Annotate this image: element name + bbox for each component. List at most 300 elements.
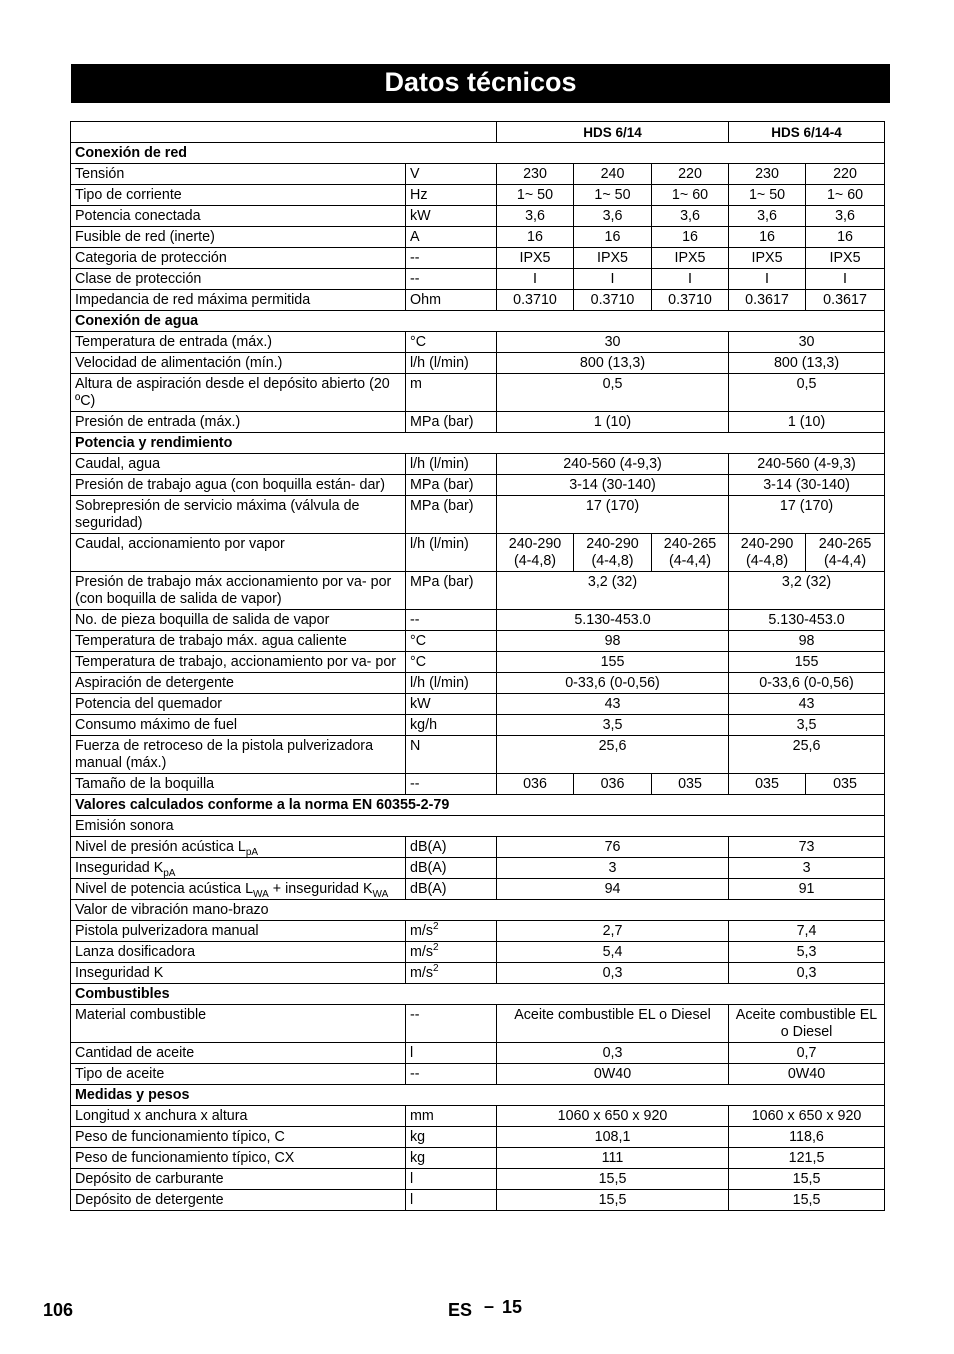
value-cell-hds-6-14-4: 3,5 bbox=[729, 715, 885, 736]
value-cell-hds-6-14: 94 bbox=[497, 879, 729, 900]
table-row bbox=[71, 454, 885, 475]
value-cell-hds-6-14-4: 98 bbox=[729, 631, 885, 652]
row-label bbox=[71, 248, 406, 269]
table-row bbox=[71, 984, 885, 1005]
row-label-text: Consumo máximo de fuel bbox=[75, 717, 238, 733]
value-cell-hds-6-14: 108,1 bbox=[497, 1127, 729, 1148]
value-cell-hds-6-14-4: 3,2 (32) bbox=[729, 572, 885, 610]
value-cell: 230 bbox=[497, 164, 574, 185]
value-cell-hds-6-14-4: 5,3 bbox=[729, 942, 885, 963]
table-row bbox=[71, 185, 885, 206]
value-cell-hds-6-14-4: Aceite combustible EL o Diesel bbox=[729, 1005, 885, 1043]
row-unit-text: dB(A) bbox=[410, 839, 447, 855]
row-label-text: Temperatura de trabajo máx. agua caliente bbox=[75, 633, 347, 649]
row-label bbox=[71, 963, 406, 984]
table-row bbox=[71, 1043, 885, 1064]
row-unit bbox=[406, 164, 497, 185]
value-cell: 035 bbox=[729, 774, 806, 795]
value-cell: 1~ 50 bbox=[497, 185, 574, 206]
table-row bbox=[71, 673, 885, 694]
row-label-text: Nivel de potencia acústica L bbox=[75, 881, 254, 897]
value-cell: IPX5 bbox=[806, 248, 885, 269]
table-row bbox=[71, 652, 885, 673]
value-cell-hds-6-14-4: 0W40 bbox=[729, 1064, 885, 1085]
row-label bbox=[71, 694, 406, 715]
row-unit bbox=[406, 921, 497, 942]
row-label bbox=[71, 1005, 406, 1043]
row-unit bbox=[406, 353, 497, 374]
row-unit bbox=[406, 774, 497, 795]
row-label-text: Tipo de aceite bbox=[75, 1066, 165, 1082]
value-cell-hds-6-14: 3,2 (32) bbox=[497, 572, 729, 610]
table-row bbox=[71, 858, 885, 879]
section-heading: Conexión de agua bbox=[71, 311, 885, 332]
row-label-text: Material combustible bbox=[75, 1007, 207, 1023]
row-unit bbox=[406, 454, 497, 475]
table-row bbox=[71, 227, 885, 248]
value-cell: 240-265 (4-4,4) bbox=[806, 534, 885, 572]
table-row bbox=[71, 715, 885, 736]
row-label-text: Tipo de corriente bbox=[75, 187, 182, 203]
value-cell: IPX5 bbox=[574, 248, 652, 269]
row-label bbox=[71, 631, 406, 652]
row-unit bbox=[406, 227, 497, 248]
row-label bbox=[71, 454, 406, 475]
row-unit bbox=[406, 837, 497, 858]
row-unit bbox=[406, 496, 497, 534]
table-row bbox=[71, 900, 885, 921]
value-cell: 0.3710 bbox=[652, 290, 729, 311]
table-row bbox=[71, 921, 885, 942]
row-label-text: Nivel de presión acústica L bbox=[75, 839, 246, 855]
row-label-text: Cantidad de aceite bbox=[75, 1045, 195, 1061]
table-row bbox=[71, 290, 885, 311]
value-cell-hds-6-14: 15,5 bbox=[497, 1169, 729, 1190]
row-unit bbox=[406, 332, 497, 353]
value-cell-hds-6-14-4: 1060 x 650 x 920 bbox=[729, 1106, 885, 1127]
value-cell: IPX5 bbox=[652, 248, 729, 269]
value-cell: 3,6 bbox=[652, 206, 729, 227]
value-cell-hds-6-14: 17 (170) bbox=[497, 496, 729, 534]
row-unit-text: °C bbox=[410, 654, 427, 670]
row-label bbox=[71, 496, 406, 534]
value-cell: 036 bbox=[497, 774, 574, 795]
row-label-text: Presión de trabajo agua (con boquilla están- dar) bbox=[75, 477, 385, 493]
row-unit-text: °C bbox=[410, 633, 427, 649]
row-unit bbox=[406, 185, 497, 206]
value-cell: 3,6 bbox=[497, 206, 574, 227]
table-row bbox=[71, 1005, 885, 1043]
value-cell: 036 bbox=[574, 774, 652, 795]
row-unit bbox=[406, 652, 497, 673]
table-row bbox=[71, 496, 885, 534]
row-label bbox=[71, 534, 406, 572]
row-unit bbox=[406, 673, 497, 694]
row-unit-text: kW bbox=[410, 208, 431, 224]
row-unit-text: kg/h bbox=[410, 717, 438, 733]
table-row bbox=[71, 610, 885, 631]
page-separator: – bbox=[484, 1296, 495, 1316]
value-cell-hds-6-14: 0,3 bbox=[497, 1043, 729, 1064]
value-cell-hds-6-14: Aceite combustible EL o Diesel bbox=[497, 1005, 729, 1043]
value-cell-hds-6-14: 111 bbox=[497, 1148, 729, 1169]
row-label bbox=[71, 412, 406, 433]
value-cell-hds-6-14-4: 30 bbox=[729, 332, 885, 353]
row-label bbox=[71, 290, 406, 311]
value-cell-hds-6-14-4: 7,4 bbox=[729, 921, 885, 942]
row-label-text: Fusible de red (inerte) bbox=[75, 229, 215, 245]
value-cell: 1~ 50 bbox=[729, 185, 806, 206]
row-label bbox=[71, 227, 406, 248]
value-cell-hds-6-14-4: 25,6 bbox=[729, 736, 885, 774]
table-row bbox=[71, 1169, 885, 1190]
value-cell: 1~ 60 bbox=[806, 185, 885, 206]
row-label bbox=[71, 475, 406, 496]
row-unit-text: -- bbox=[410, 612, 420, 628]
value-cell: 035 bbox=[806, 774, 885, 795]
row-unit bbox=[406, 631, 497, 652]
language-code: ES bbox=[448, 1300, 473, 1320]
row-label-text: Presión de trabajo máx accionamiento por va- por (con boquilla de salida de vapor) bbox=[75, 574, 392, 607]
value-cell: 16 bbox=[729, 227, 806, 248]
value-cell: 16 bbox=[806, 227, 885, 248]
row-label bbox=[71, 715, 406, 736]
row-unit-text: dB(A) bbox=[410, 860, 447, 876]
row-label-text: Temperatura de entrada (máx.) bbox=[75, 334, 273, 350]
row-label-text: Presión de entrada (máx.) bbox=[75, 414, 241, 430]
table-row bbox=[71, 433, 885, 454]
row-label bbox=[71, 858, 406, 879]
value-cell: 0.3617 bbox=[729, 290, 806, 311]
value-cell-hds-6-14-4: 0,7 bbox=[729, 1043, 885, 1064]
table-row bbox=[71, 206, 885, 227]
row-label bbox=[71, 736, 406, 774]
row-unit-superscript: 2 bbox=[433, 921, 439, 933]
technical-data-table bbox=[70, 121, 885, 1211]
row-label-subscript: pA bbox=[245, 846, 259, 858]
row-unit bbox=[406, 858, 497, 879]
row-label-text: No. de pieza boquilla de salida de vapor bbox=[75, 612, 330, 628]
value-cell: 16 bbox=[497, 227, 574, 248]
value-cell-hds-6-14: 800 (13,3) bbox=[497, 353, 729, 374]
value-cell-hds-6-14-4: 3 bbox=[729, 858, 885, 879]
value-cell-hds-6-14-4: 15,5 bbox=[729, 1169, 885, 1190]
row-label-text-cont: + inseguridad K bbox=[268, 881, 373, 897]
value-cell: 220 bbox=[652, 164, 729, 185]
value-cell: I bbox=[497, 269, 574, 290]
row-unit-text: mm bbox=[410, 1108, 434, 1124]
row-label bbox=[71, 1043, 406, 1064]
value-cell-hds-6-14: 5.130-453.0 bbox=[497, 610, 729, 631]
table-row bbox=[71, 1085, 885, 1106]
row-unit bbox=[406, 963, 497, 984]
row-label bbox=[71, 1064, 406, 1085]
row-label-text: Pistola pulverizadora manual bbox=[75, 923, 259, 939]
row-label-subscript: WA bbox=[372, 888, 389, 900]
value-cell-hds-6-14: 0W40 bbox=[497, 1064, 729, 1085]
value-cell: 035 bbox=[652, 774, 729, 795]
row-label-text: Caudal, agua bbox=[75, 456, 161, 472]
value-cell: 0.3617 bbox=[806, 290, 885, 311]
value-cell: I bbox=[652, 269, 729, 290]
row-unit bbox=[406, 1106, 497, 1127]
value-cell: 230 bbox=[729, 164, 806, 185]
value-cell-hds-6-14: 3 bbox=[497, 858, 729, 879]
row-label bbox=[71, 1148, 406, 1169]
model-header-row bbox=[71, 122, 885, 143]
row-unit-text: l/h (l/min) bbox=[410, 675, 469, 691]
row-label-text: Velocidad de alimentación (mín.) bbox=[75, 355, 283, 371]
row-unit-text: MPa (bar) bbox=[410, 498, 474, 514]
row-unit-text: °C bbox=[410, 334, 427, 350]
row-label bbox=[71, 1190, 406, 1211]
row-label bbox=[71, 1169, 406, 1190]
row-unit bbox=[406, 1043, 497, 1064]
row-label bbox=[71, 206, 406, 227]
value-cell-hds-6-14-4: 118,6 bbox=[729, 1127, 885, 1148]
row-label-text: Potencia del quemador bbox=[75, 696, 223, 712]
row-unit-text: m/s bbox=[410, 923, 434, 939]
value-cell-hds-6-14-4: 3-14 (30-140) bbox=[729, 475, 885, 496]
table-row bbox=[71, 736, 885, 774]
value-cell-hds-6-14: 43 bbox=[497, 694, 729, 715]
value-cell-hds-6-14-4: 1 (10) bbox=[729, 412, 885, 433]
row-label-text: Aspiración de detergente bbox=[75, 675, 234, 691]
row-unit-text: l/h (l/min) bbox=[410, 456, 469, 472]
value-cell-hds-6-14: 76 bbox=[497, 837, 729, 858]
table-row bbox=[71, 631, 885, 652]
value-cell-hds-6-14-4: 5.130-453.0 bbox=[729, 610, 885, 631]
table-row bbox=[71, 1064, 885, 1085]
row-label-text: Altura de aspiración desde el depósito abierto (20 ºC) bbox=[75, 376, 390, 409]
row-unit bbox=[406, 879, 497, 900]
row-unit bbox=[406, 269, 497, 290]
page-number: 106 bbox=[43, 1300, 74, 1320]
row-unit bbox=[406, 1148, 497, 1169]
row-unit-text: -- bbox=[410, 1007, 420, 1023]
value-cell: 3,6 bbox=[729, 206, 806, 227]
row-unit-text: -- bbox=[410, 250, 420, 266]
row-label-text: Longitud x anchura x altura bbox=[75, 1108, 248, 1124]
table-row bbox=[71, 879, 885, 900]
value-cell: 3,6 bbox=[574, 206, 652, 227]
table-row bbox=[71, 164, 885, 185]
row-label bbox=[71, 572, 406, 610]
table-row bbox=[71, 534, 885, 572]
row-unit-text: A bbox=[410, 229, 420, 245]
row-unit-text: l bbox=[410, 1171, 414, 1187]
row-label-text: Tensión bbox=[75, 166, 125, 182]
table-row bbox=[71, 412, 885, 433]
row-label-text: Caudal, accionamiento por vapor bbox=[75, 536, 285, 552]
table-row bbox=[71, 475, 885, 496]
value-cell: IPX5 bbox=[729, 248, 806, 269]
value-cell: 220 bbox=[806, 164, 885, 185]
row-unit bbox=[406, 942, 497, 963]
value-cell-hds-6-14: 240-560 (4-9,3) bbox=[497, 454, 729, 475]
value-cell-hds-6-14: 2,7 bbox=[497, 921, 729, 942]
row-label-text: Categoria de protección bbox=[75, 250, 227, 266]
value-cell-hds-6-14: 25,6 bbox=[497, 736, 729, 774]
row-unit bbox=[406, 694, 497, 715]
row-label-text: Tamaño de la boquilla bbox=[75, 776, 215, 792]
row-label bbox=[71, 879, 406, 900]
table-row bbox=[71, 1148, 885, 1169]
row-unit bbox=[406, 1005, 497, 1043]
value-cell: 16 bbox=[652, 227, 729, 248]
section-heading: Medidas y pesos bbox=[71, 1085, 885, 1106]
row-label bbox=[71, 1127, 406, 1148]
table-row bbox=[71, 1106, 885, 1127]
row-unit-text: m bbox=[410, 376, 422, 392]
row-label-text: Inseguridad K bbox=[75, 965, 164, 981]
row-label bbox=[71, 164, 406, 185]
table-row bbox=[71, 143, 885, 164]
row-unit-text: m/s bbox=[410, 944, 434, 960]
value-cell-hds-6-14-4: 73 bbox=[729, 837, 885, 858]
table-row bbox=[71, 332, 885, 353]
row-unit-text: V bbox=[410, 166, 420, 182]
value-cell: 240-290 (4-4,8) bbox=[729, 534, 806, 572]
row-label-subscript: pA bbox=[163, 867, 176, 879]
value-cell-hds-6-14-4: 0-33,6 (0-0,56) bbox=[729, 673, 885, 694]
row-unit-text: l bbox=[410, 1045, 414, 1061]
value-cell-hds-6-14: 1 (10) bbox=[497, 412, 729, 433]
row-label-subscript: WA bbox=[253, 888, 269, 900]
row-label bbox=[71, 837, 406, 858]
value-cell-hds-6-14: 30 bbox=[497, 332, 729, 353]
subsection-heading: Emisión sonora bbox=[71, 816, 885, 837]
value-cell: 240 bbox=[574, 164, 652, 185]
value-cell: 240-290 (4-4,8) bbox=[574, 534, 652, 572]
row-unit-text: N bbox=[410, 738, 421, 754]
value-cell: 16 bbox=[574, 227, 652, 248]
section-heading: Conexión de red bbox=[71, 143, 885, 164]
row-unit bbox=[406, 534, 497, 572]
row-unit bbox=[406, 290, 497, 311]
row-label-text: Fuerza de retroceso de la pistola pulverizadora manual (máx.) bbox=[75, 738, 374, 771]
row-label-text: Inseguridad K bbox=[75, 860, 164, 876]
row-unit bbox=[406, 715, 497, 736]
row-unit bbox=[406, 374, 497, 412]
row-label-text: Depósito de carburante bbox=[75, 1171, 224, 1187]
row-label-text: Potencia conectada bbox=[75, 208, 201, 224]
section-heading: Valores calculados conforme a la norma EN 60355-2-79 bbox=[71, 795, 885, 816]
row-unit-text: l/h (l/min) bbox=[410, 355, 469, 371]
value-cell-hds-6-14: 15,5 bbox=[497, 1190, 729, 1211]
row-unit bbox=[406, 412, 497, 433]
row-unit-text: dB(A) bbox=[410, 881, 447, 897]
value-cell-hds-6-14: 3,5 bbox=[497, 715, 729, 736]
value-cell-hds-6-14: 98 bbox=[497, 631, 729, 652]
value-cell-hds-6-14-4: 0,3 bbox=[729, 963, 885, 984]
row-unit bbox=[406, 1190, 497, 1211]
row-unit bbox=[406, 206, 497, 227]
table-row bbox=[71, 694, 885, 715]
row-unit bbox=[406, 1169, 497, 1190]
table-row bbox=[71, 963, 885, 984]
sub-page-number: 15 bbox=[502, 1297, 523, 1317]
row-unit-superscript: 2 bbox=[433, 942, 439, 954]
value-cell: 1~ 60 bbox=[652, 185, 729, 206]
row-label bbox=[71, 942, 406, 963]
model-header-hds-6-14-4: HDS 6/14-4 bbox=[729, 122, 885, 143]
row-label bbox=[71, 374, 406, 412]
table-row bbox=[71, 774, 885, 795]
row-unit bbox=[406, 248, 497, 269]
row-unit-text: -- bbox=[410, 1066, 420, 1082]
value-cell: 0.3710 bbox=[574, 290, 652, 311]
row-unit-text: Hz bbox=[410, 187, 428, 203]
value-cell-hds-6-14-4: 800 (13,3) bbox=[729, 353, 885, 374]
table-row bbox=[71, 816, 885, 837]
value-cell: IPX5 bbox=[497, 248, 574, 269]
row-label-text: Depósito de detergente bbox=[75, 1192, 224, 1208]
row-label bbox=[71, 353, 406, 374]
row-unit bbox=[406, 1064, 497, 1085]
value-cell-hds-6-14: 3-14 (30-140) bbox=[497, 475, 729, 496]
table-row bbox=[71, 942, 885, 963]
row-label-text: Clase de protección bbox=[75, 271, 202, 287]
value-cell-hds-6-14-4: 43 bbox=[729, 694, 885, 715]
row-unit-superscript: 2 bbox=[433, 963, 439, 975]
row-label-text: Peso de funcionamiento típico, C bbox=[75, 1129, 285, 1145]
value-cell-hds-6-14-4: 17 (170) bbox=[729, 496, 885, 534]
subsection-heading: Valor de vibración mano-brazo bbox=[71, 900, 885, 921]
value-cell-hds-6-14-4: 15,5 bbox=[729, 1190, 885, 1211]
value-cell: I bbox=[729, 269, 806, 290]
row-label bbox=[71, 1106, 406, 1127]
row-unit-text: l bbox=[410, 1192, 414, 1208]
value-cell-hds-6-14-4: 240-560 (4-9,3) bbox=[729, 454, 885, 475]
value-cell-hds-6-14-4: 91 bbox=[729, 879, 885, 900]
value-cell-hds-6-14-4: 155 bbox=[729, 652, 885, 673]
model-header-hds-6-14: HDS 6/14 bbox=[497, 122, 729, 143]
value-cell-hds-6-14: 0,5 bbox=[497, 374, 729, 412]
row-unit-text: MPa (bar) bbox=[410, 414, 474, 430]
section-heading: Combustibles bbox=[71, 984, 885, 1005]
table-row bbox=[71, 572, 885, 610]
row-label bbox=[71, 673, 406, 694]
row-label-text: Sobrepresión de servicio máxima (válvula de seguridad) bbox=[75, 498, 360, 531]
row-label-text: Impedancia de red máxima permitida bbox=[75, 292, 311, 308]
table-row bbox=[71, 795, 885, 816]
row-label bbox=[71, 921, 406, 942]
row-unit-text: -- bbox=[410, 776, 420, 792]
value-cell-hds-6-14: 155 bbox=[497, 652, 729, 673]
row-label bbox=[71, 652, 406, 673]
value-cell: 0.3710 bbox=[497, 290, 574, 311]
row-unit-text: Ohm bbox=[410, 292, 441, 308]
table-row bbox=[71, 269, 885, 290]
row-unit-text: MPa (bar) bbox=[410, 574, 474, 590]
row-unit-text: -- bbox=[410, 271, 420, 287]
table-row bbox=[71, 1190, 885, 1211]
row-label bbox=[71, 774, 406, 795]
value-cell-hds-6-14: 0-33,6 (0-0,56) bbox=[497, 673, 729, 694]
row-unit-text: kg bbox=[410, 1150, 426, 1166]
row-unit-text: MPa (bar) bbox=[410, 477, 474, 493]
value-cell: 1~ 50 bbox=[574, 185, 652, 206]
value-cell-hds-6-14-4: 121,5 bbox=[729, 1148, 885, 1169]
value-cell: 240-265 (4-4,4) bbox=[652, 534, 729, 572]
table-row bbox=[71, 353, 885, 374]
value-cell: 3,6 bbox=[806, 206, 885, 227]
row-unit-text: kW bbox=[410, 696, 431, 712]
value-cell-hds-6-14: 5,4 bbox=[497, 942, 729, 963]
page-title: Datos técnicos bbox=[71, 64, 890, 103]
header-blank-cell bbox=[71, 122, 497, 143]
